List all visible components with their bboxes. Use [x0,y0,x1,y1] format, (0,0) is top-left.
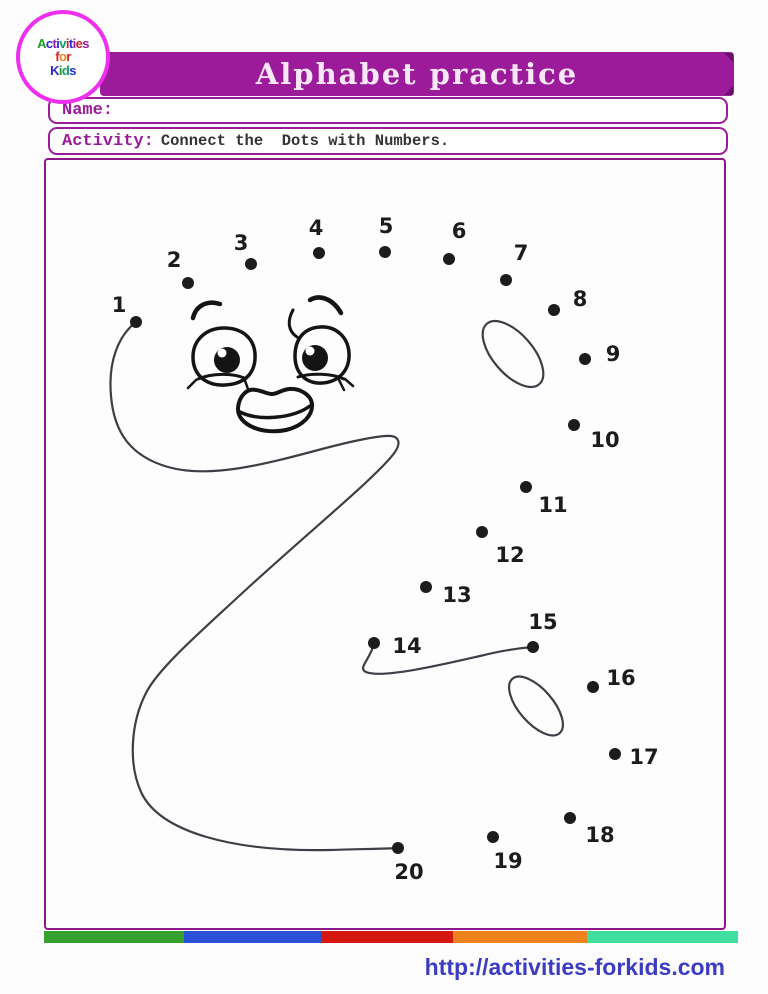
dot-number-5: 5 [378,214,394,238]
dot-number-1: 1 [111,293,127,317]
name-label: Name: [62,101,114,120]
dot-number-7: 7 [513,241,529,265]
dot-marker-13 [420,581,432,593]
dot-marker-15 [527,641,539,653]
dot-marker-1 [130,316,142,328]
dot-number-6: 6 [451,219,467,243]
dot-number-14: 14 [392,634,422,658]
dot-marker-4 [313,247,325,259]
dot-number-13: 13 [442,583,472,607]
dot-number-8: 8 [572,287,588,311]
dot-number-17: 17 [629,745,659,769]
dot-marker-18 [564,812,576,824]
dot-marker-19 [487,831,499,843]
dot-number-18: 18 [585,823,615,847]
dot-marker-5 [379,246,391,258]
dot-marker-16 [587,681,599,693]
dot-number-3: 3 [233,231,249,255]
dot-marker-14 [368,637,380,649]
dot-number-10: 10 [590,428,620,452]
dot-marker-8 [548,304,560,316]
dot-marker-2 [182,277,194,289]
dot-marker-17 [609,748,621,760]
logo-line: Activities [37,35,89,51]
page-title: Alphabet practice [255,57,579,91]
dot-marker-11 [520,481,532,493]
dot-number-4: 4 [308,216,324,240]
dot-marker-10 [568,419,580,431]
dot-marker-9 [579,353,591,365]
dot-number-12: 12 [495,543,525,567]
activity-label: Activity: [62,131,154,151]
dot-marker-12 [476,526,488,538]
dot-number-2: 2 [166,248,182,272]
activity-description: Connect the Dots with Numbers. [160,132,450,150]
dot-marker-7 [500,274,512,286]
logo-line: for [55,49,71,65]
logo-line: Kids [50,62,76,78]
dot-marker-6 [443,253,455,265]
dot-marker-3 [245,258,257,270]
dot-number-19: 19 [493,849,523,873]
dot-number-9: 9 [605,342,621,366]
dot-number-15: 15 [528,610,558,634]
dot-number-16: 16 [606,666,636,690]
site-url-link[interactable]: http://activities-forkids.com [424,954,725,980]
dot-marker-20 [392,842,404,854]
dot-number-20: 20 [394,860,424,884]
dot-number-11: 11 [538,493,568,517]
